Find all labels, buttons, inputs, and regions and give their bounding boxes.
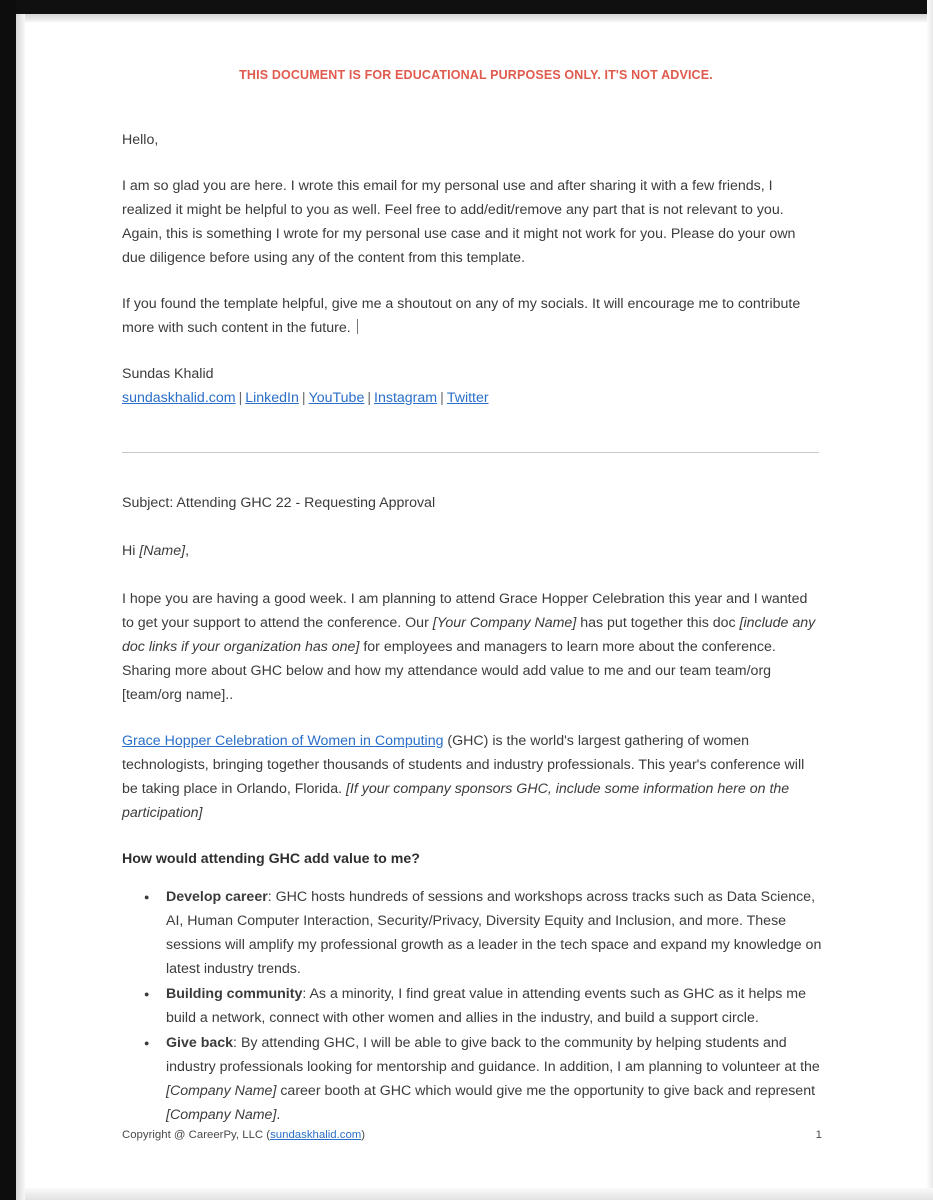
footer-page-number: 1 [815, 1129, 822, 1141]
bullet-3-label: Give back [166, 1035, 234, 1051]
link-sundaskhalid-com[interactable]: sundaskhalid.com [122, 390, 236, 406]
link-grace-hopper-celebration[interactable]: Grace Hopper Celebration of Women in Computing [122, 733, 444, 749]
bullet-2-label: Building community [166, 986, 303, 1002]
bullet-3-text-part1: By attending GHC, I will be able to give back to the community by helping students and industry professionals looking for mentorship and guidance. In addition, I am planning to volunteer at the [166, 1035, 820, 1075]
bullet-3-company-placeholder-2: [Company Name] [166, 1107, 277, 1123]
link-twitter[interactable]: Twitter [446, 390, 489, 406]
footer-copyright-prefix: Copyright @ CareerPy, LLC ( [122, 1129, 271, 1141]
page-footer [122, 1126, 822, 1144]
bullet-3-text-part2: career booth at GHC which would give me the opportunity to give back and represent [276, 1083, 816, 1099]
bullet-1-text: GHC hosts hundreds of sessions and workshops across tracks such as Data Science, AI, Human Computer Interaction, Security/Privacy, Diversity Equity and Inclusion, and more. These sessions will amplify my professional growth as a leader in the tech space and expand my knowledge on latest industry trends. [166, 889, 822, 977]
email-body-paragraph-1 [122, 587, 822, 707]
link-youtube[interactable]: YouTube [308, 390, 365, 406]
bullet-2-label-suffix: : [302, 986, 307, 1002]
email-greeting [122, 539, 822, 563]
body1-part1: I hope you are having a good week. I am planning to attend Grace Hopper Celebration this year and I wanted to get your support to attend the conference. Our [122, 591, 808, 631]
body1-part3: for employees and managers to learn more about the conference. Sharing more about GHC below and how my attendance would add value to me and our team team/org [team/org name].. [122, 639, 776, 703]
bullet-2-text: As a minority, I find great value in attending events such as GHC as it helps me build a network, connect with other women and allies in the industry, and build a support circle. [166, 986, 807, 1026]
capture-edge-left [0, 0, 16, 1200]
document-page [25, 22, 927, 1188]
body1-part2: has put together this doc [576, 615, 740, 631]
signature-links [122, 386, 822, 410]
body1-company-placeholder: [Your Company Name] [432, 615, 577, 631]
greeting-suffix: , [185, 543, 190, 559]
email-body-paragraph-2 [122, 729, 822, 825]
intro-paragraph-2 [122, 292, 822, 340]
bullet-building-community [166, 982, 822, 1030]
text-cursor [357, 319, 358, 334]
link-separator-4: | [440, 390, 444, 406]
bullet-1-label: Develop career [166, 889, 268, 905]
link-linkedin[interactable]: LinkedIn [245, 390, 299, 406]
body2-part1: (GHC) is the world's largest gathering of women technologists, bringing together thousands of students and industry professionals. This year's conference will be taking place in Orlando, Florida. [122, 733, 805, 797]
greeting-prefix: Hi [122, 543, 140, 559]
link-separator-2: | [301, 390, 306, 406]
body2-sponsor-placeholder: [If your company sponsors GHC, include some information here on the participation] [122, 781, 790, 821]
value-bullet-list [122, 885, 822, 1127]
educational-disclaimer-banner: THIS DOCUMENT IS FOR EDUCATIONAL PURPOSES ONLY. IT'S NOT ADVICE. [239, 68, 713, 82]
link-separator-3: | [367, 390, 372, 406]
bullet-3-company-placeholder-1: [Company Name] [166, 1083, 277, 1099]
footer-link-sundaskhalid-com[interactable]: sundaskhalid.com [270, 1129, 362, 1141]
bullet-3-text-part3: . [276, 1107, 281, 1123]
bullet-develop-career [166, 885, 822, 981]
greeting-placeholder: [Name] [139, 543, 186, 559]
email-subject-line: Subject: Attending GHC 22 - Requesting Approval [122, 495, 436, 511]
page-shadow-left [16, 0, 25, 1200]
link-instagram[interactable]: Instagram [374, 390, 438, 406]
bullet-give-back [166, 1031, 822, 1127]
body1-doclinks-placeholder: [include any doc links if your organization has one] [122, 615, 816, 655]
footer-copyright-suffix: ) [361, 1129, 366, 1141]
intro-paragraph-2-text: If you found the template helpful, give me a shoutout on any of my socials. It will encourage me to contribute more with such content in the future. [122, 296, 801, 336]
intro-paragraph-1: I am so glad you are here. I wrote this email for my personal use and after sharing it with a few friends, I realized it might be helpful to you as well. Feel free to add/edit/remove any part that is not relevant to you. Again, this is something I wrote for my personal use case and it might not work for you. Please do your own due diligence before using any of the content from this template. [122, 178, 796, 266]
section-heading-value: How would attending GHC add value to me? [122, 851, 420, 867]
section-divider [122, 452, 819, 453]
signature-name: Sundas Khalid [122, 366, 214, 382]
bullet-1-label-suffix: : [267, 889, 272, 905]
link-separator-1: | [238, 390, 243, 406]
capture-edge-top [16, 0, 933, 14]
intro-greeting: Hello, [122, 132, 159, 148]
document-body [122, 128, 822, 1128]
footer-copyright [122, 1126, 365, 1144]
bullet-3-label-suffix: : [233, 1035, 237, 1051]
page-shadow-right [927, 0, 933, 1200]
page-shadow-bottom [25, 1188, 933, 1200]
